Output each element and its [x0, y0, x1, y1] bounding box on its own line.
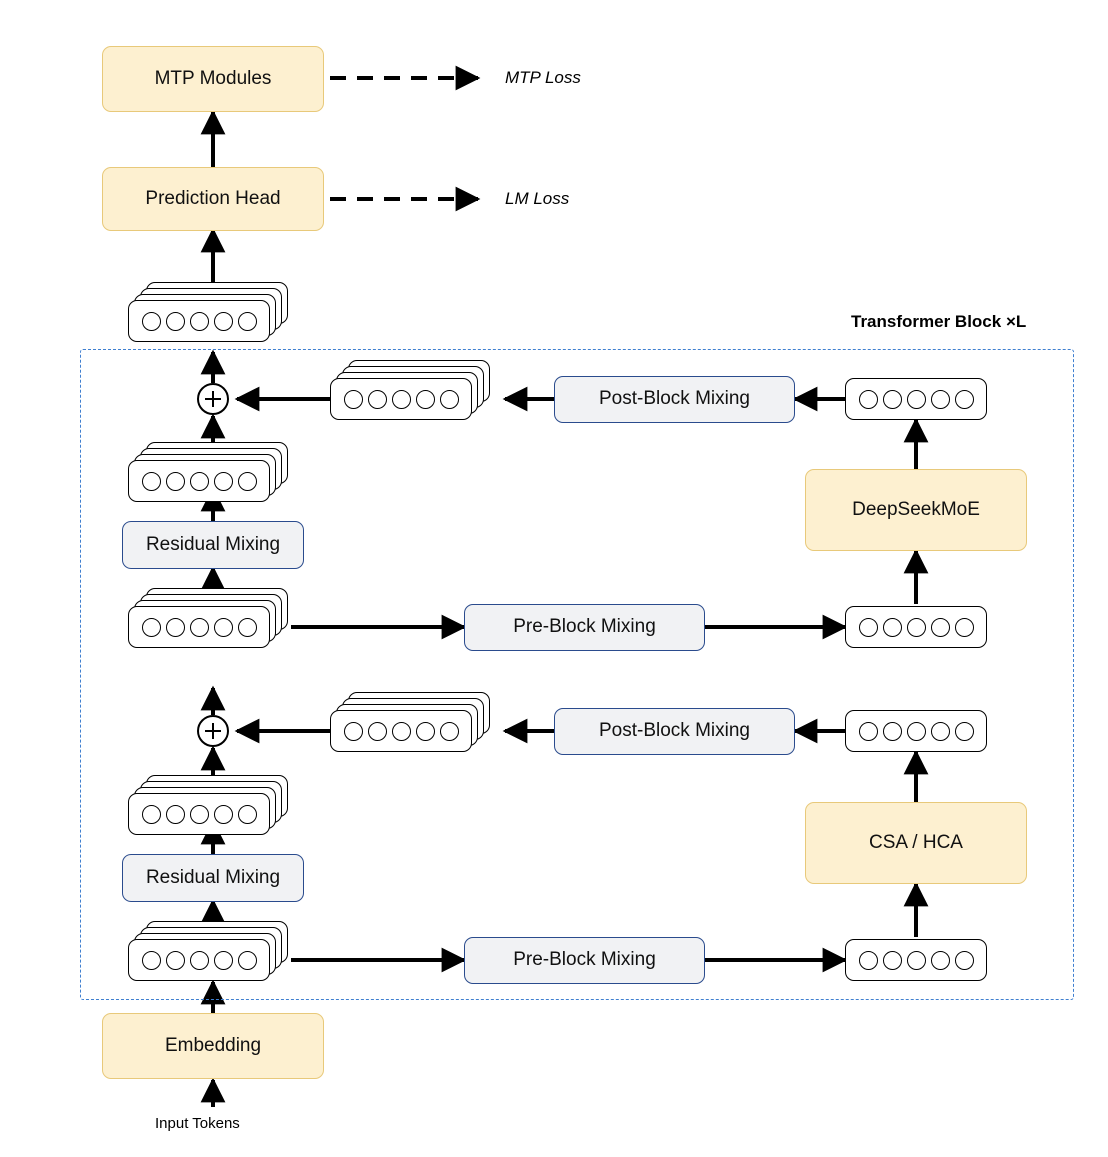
label-input-tokens: Input Tokens — [155, 1115, 240, 1132]
label-mtp-loss: MTP Loss — [505, 68, 581, 87]
token-circle — [440, 722, 459, 741]
token-circle — [368, 390, 387, 409]
token-circle — [238, 312, 257, 331]
token-circle — [166, 472, 185, 491]
token-circle — [238, 951, 257, 970]
node-residual-mixing-lower[interactable]: Residual Mixing — [122, 854, 304, 902]
token-circle — [931, 390, 950, 409]
token-circle — [907, 618, 926, 637]
token-circle — [142, 951, 161, 970]
token-circle — [416, 390, 435, 409]
token-circle — [190, 312, 209, 331]
token-circle — [166, 618, 185, 637]
token-circle — [142, 472, 161, 491]
token-stack-mid — [128, 588, 298, 658]
token-circle — [955, 951, 974, 970]
token-circle — [931, 722, 950, 741]
token-circle — [190, 951, 209, 970]
token-circle — [859, 722, 878, 741]
token-circle — [238, 618, 257, 637]
node-embedding[interactable]: Embedding — [102, 1013, 324, 1079]
token-circle — [214, 618, 233, 637]
token-stack-residual-lower-out — [128, 775, 298, 845]
token-circle — [883, 951, 902, 970]
token-circle — [344, 722, 363, 741]
add-node-upper — [197, 383, 229, 415]
token-circle — [907, 722, 926, 741]
token-row-moe-in — [845, 606, 987, 648]
token-circle — [859, 618, 878, 637]
token-circle — [238, 805, 257, 824]
token-circle — [142, 312, 161, 331]
token-stack-residual-upper-out — [128, 442, 298, 512]
token-circle — [214, 472, 233, 491]
token-circle — [883, 722, 902, 741]
token-circle — [416, 722, 435, 741]
token-circle — [344, 390, 363, 409]
token-circle — [392, 722, 411, 741]
token-circle — [931, 618, 950, 637]
token-circle — [214, 805, 233, 824]
token-circle — [931, 951, 950, 970]
token-stack-post-upper — [330, 360, 505, 430]
add-node-lower — [197, 715, 229, 747]
node-pre-block-mixing-lower[interactable]: Pre-Block Mixing — [464, 937, 705, 984]
token-circle — [907, 390, 926, 409]
token-row-attn-in — [845, 939, 987, 981]
token-circle — [392, 390, 411, 409]
token-circle — [955, 618, 974, 637]
token-circle — [166, 312, 185, 331]
token-circle — [368, 722, 387, 741]
token-circle — [142, 618, 161, 637]
token-circle — [883, 390, 902, 409]
token-circle — [955, 722, 974, 741]
node-prediction-head[interactable]: Prediction Head — [102, 167, 324, 231]
token-circle — [190, 805, 209, 824]
token-circle — [214, 312, 233, 331]
token-stack-output — [128, 282, 298, 352]
token-stack-embedding-out — [128, 921, 298, 991]
label-lm-loss: LM Loss — [505, 189, 570, 208]
token-circle — [190, 618, 209, 637]
token-row-attn-out — [845, 710, 987, 752]
node-residual-mixing-upper[interactable]: Residual Mixing — [122, 521, 304, 569]
token-circle — [166, 951, 185, 970]
node-pre-block-mixing-upper[interactable]: Pre-Block Mixing — [464, 604, 705, 651]
token-circle — [859, 390, 878, 409]
node-mtp-modules[interactable]: MTP Modules — [102, 46, 324, 112]
node-post-block-mixing-upper[interactable]: Post-Block Mixing — [554, 376, 795, 423]
transformer-block-label: Transformer Block ×L — [851, 312, 1027, 331]
node-post-block-mixing-lower[interactable]: Post-Block Mixing — [554, 708, 795, 755]
token-circle — [907, 951, 926, 970]
token-stack-post-lower — [330, 692, 505, 762]
token-circle — [190, 472, 209, 491]
node-deepseekmoe[interactable]: DeepSeekMoE — [805, 469, 1027, 551]
token-row-moe-out — [845, 378, 987, 420]
token-circle — [142, 805, 161, 824]
token-circle — [214, 951, 233, 970]
token-circle — [440, 390, 459, 409]
token-circle — [238, 472, 257, 491]
token-circle — [859, 951, 878, 970]
token-circle — [166, 805, 185, 824]
token-circle — [955, 390, 974, 409]
token-circle — [883, 618, 902, 637]
node-csa-hca[interactable]: CSA / HCA — [805, 802, 1027, 884]
